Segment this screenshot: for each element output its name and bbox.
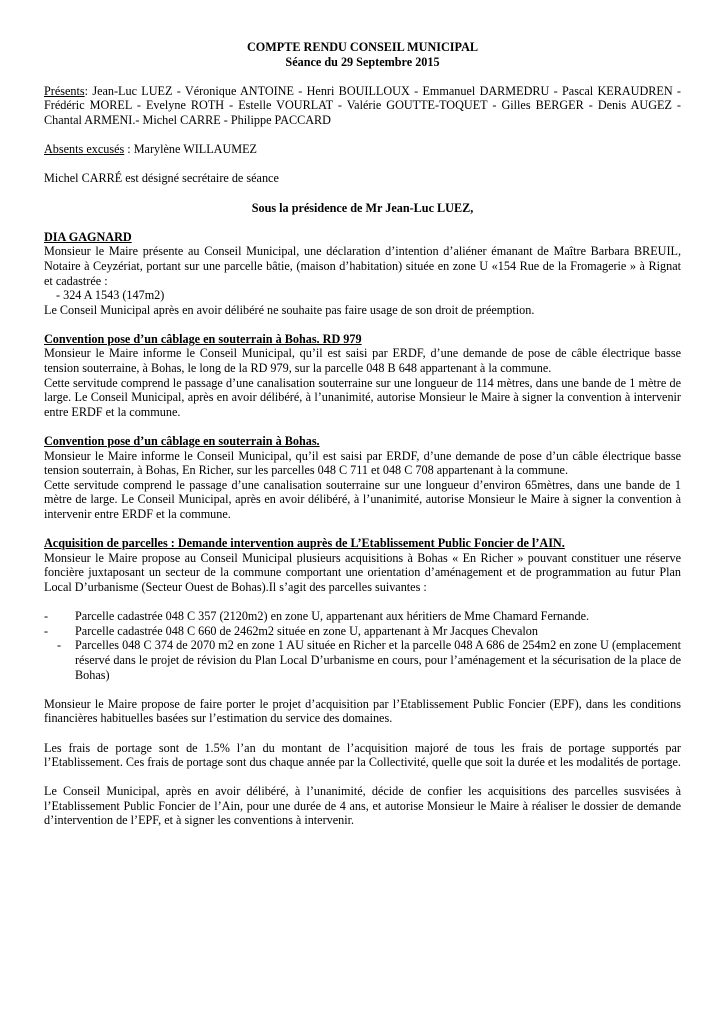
list-dash: - [57, 638, 62, 653]
acquisition-paragraph-4: Le Conseil Municipal, après en avoir délibéré, à l’unanimité, décide de confier les acquisitions des parcelles susvisées à l’Etablissement Public Foncier de l’Ain, pour une durée de 4 ans, et autorise Monsieur le Maire à réaliser le dossier de demande d’intervention de l’EPF, et à signer les conventions à intervenir. [44, 784, 681, 828]
list-dash: - [44, 623, 49, 638]
acquisition-paragraph-3: Les frais de portage sont de 1.5% l’an du montant de l’acquisition majoré de tous les frais de portage supportés par l’Etablissement. Ces frais de portage sont dus chaque année par la Collectivité, quelle que soit la durée et les modalités de portage. [44, 740, 681, 770]
dia-paragraph-1: Monsieur le Maire présente au Conseil Municipal, une déclaration d’intention d’aliéner émanant de Maître Barbara BREUIL, Notaire à Ceyzériat, portant sur une parcelle bâtie, (maison d’habitation) située en zone U «154 Rue de la Fromagerie » à Rignat et cadastrée : [44, 244, 681, 288]
parcel-list [44, 609, 681, 682]
list-item-text: Parcelle cadastrée 048 C 660 de 2462m2 située en zone U, appartenant à Mr Jacques Chevalon [75, 623, 538, 638]
list-item [44, 624, 681, 639]
section-heading-convention-2: Convention pose d’un câblage en souterrain à Bohas. [44, 434, 320, 449]
presents-paragraph [44, 84, 681, 128]
convention-2-paragraph-2: Cette servitude comprend le passage d’une canalisation souterraine sur une longueur d’environ 65mètres, dans une bande de 1 mètre de large. Le Conseil Municipal, après en avoir délibéré, à l’unanimité, autorise Monsieur le Maire à signer la convention à intervenir entre ERDF et la commune. [44, 477, 681, 521]
document-title: COMPTE RENDU CONSEIL MUNICIPAL [246, 40, 478, 54]
presents-names: Jean-Luc LUEZ - Véronique ANTOINE - Henri BOUILLOUX - Emmanuel DARMEDRU - Pascal KERAUDREN - Frédéric MOREL - Evelyne ROTH - Estelle VOURLAT - Valérie GOUTTE-TOQUET - Gilles BERGER - Denis AUGEZ - Chantal ARMENI.- Michel CARRE - Philippe PACCARD [44, 83, 681, 127]
presidence-line: Sous la présidence de Mr Jean-Luc LUEZ, [251, 200, 474, 215]
list-item-text: Parcelle cadastrée 048 C 357 (2120m2) en zone U, appartenant aux héritiers de Mme Chamard Fernande. [75, 609, 590, 624]
section-heading-dia: DIA GAGNARD [44, 229, 132, 244]
list-item [44, 609, 681, 624]
convention-2-paragraph-1: Monsieur le Maire informe le Conseil Municipal, qu’il est saisi par ERDF, d’une demande de pose d’un câble électrique basse tension souterrain, à Bohas, En Richer, sur les parcelles 048 C 711 et 048 C 708 appartenant à la commune. [44, 448, 681, 478]
absents-paragraph [44, 142, 681, 157]
presents-label: Présents [44, 83, 85, 98]
convention-1-paragraph-2: Cette servitude comprend le passage d’une canalisation souterraine sur une longueur de 114 mètres, dans une bande de 1 mètre de large. Le Conseil Municipal, après en avoir délibéré, à l’unanimité, autorise Monsieur le Maire à signer la convention à intervenir entre ERDF et la commune. [44, 375, 681, 419]
section-heading-convention-1: Convention pose d’un câblage en souterrain à Bohas. RD 979 [44, 331, 362, 346]
list-dash: - [44, 609, 49, 624]
document-subtitle: Séance du 29 Septembre 2015 [285, 54, 440, 69]
absents-names: Marylène WILLAUMEZ [133, 142, 258, 157]
secretaire-line: Michel CARRÉ est désigné secrétaire de séance [44, 171, 279, 186]
acquisition-paragraph-1: Monsieur le Maire propose au Conseil Municipal plusieurs acquisitions à Bohas « En Richer » pouvant constituer une réserve foncière juxtaposant un secteur de la commune comportant une orientation d’aménagement et de programmation au futur Plan Local D’urbanisme (Secteur Ouest de Bohas).Il s’agit des parcelles suivantes : [44, 550, 681, 594]
document-page [44, 40, 681, 828]
dia-paragraph-2: Le Conseil Municipal après en avoir délibéré ne souhaite pas faire usage de son droit de préemption. [44, 302, 535, 317]
section-heading-acquisition: Acquisition de parcelles : Demande intervention auprès de L’Etablissement Public Foncier de l’AIN. [44, 536, 565, 551]
dia-parcel: - 324 A 1543 (147m2) [56, 288, 165, 303]
convention-1-paragraph-1: Monsieur le Maire informe le Conseil Municipal, qu’il est saisi par ERDF, d’une demande de pose de câble électrique basse tension souterraine, à Bohas, le long de la RD 979, sur la parcelle 048 B 648 appartenant à la commune. [44, 346, 681, 376]
list-item-text: Parcelles 048 C 374 de 2070 m2 en zone 1 AU située en Richer et la parcelle 048 A 686 de 254m2 en zone U (emplacement réservé dans le projet de révision du Plan Local D’urbanisme en cours, pour l’aménagement et la sécurisation de la place de Bohas) [75, 638, 681, 682]
absents-separator: : [124, 142, 134, 157]
absents-label: Absents excusés [44, 142, 125, 157]
presents-separator: : [84, 83, 93, 98]
acquisition-paragraph-2: Monsieur le Maire propose de faire porter le projet d’acquisition par l’Etablissement Public Foncier (EPF), dans les conditions financières habituelles basées sur l’estimation du service des domaines. [44, 696, 681, 726]
list-item [44, 638, 681, 682]
